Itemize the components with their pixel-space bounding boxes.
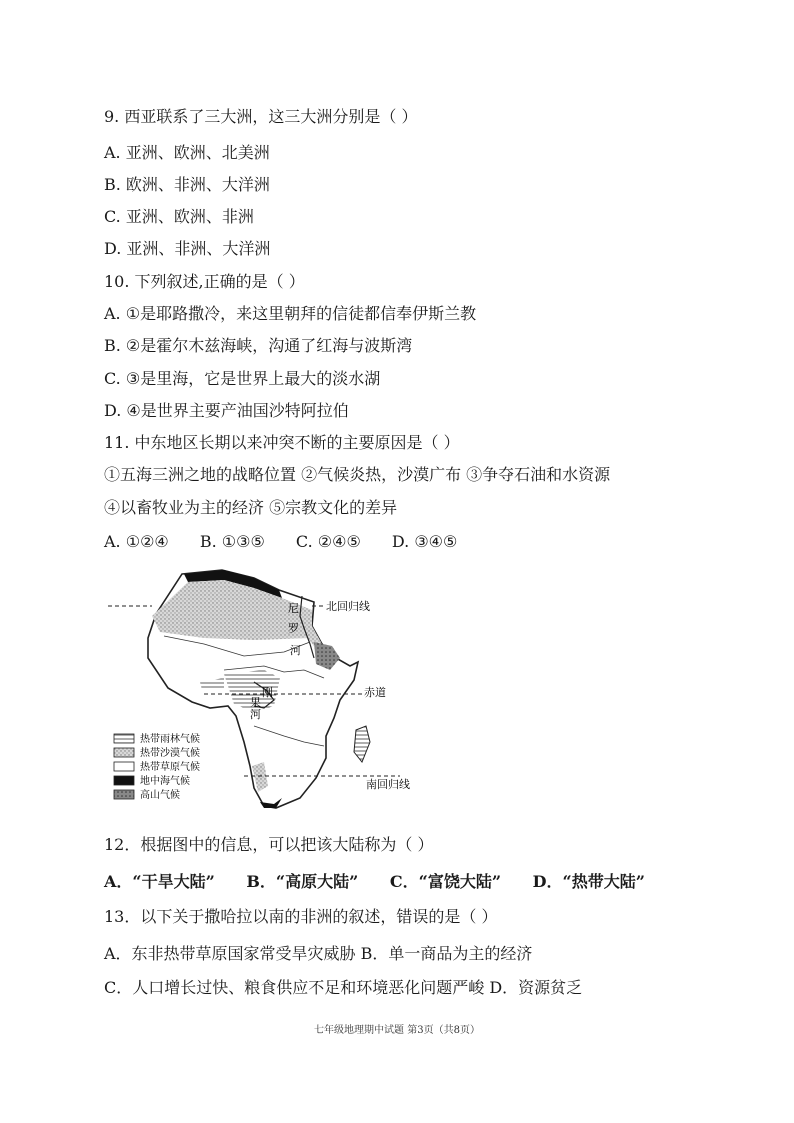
- question-11-option-a: A. ①②④: [104, 532, 169, 551]
- question-13-stem: 13．以下关于撒哈拉以南的非洲的叙述，错误的是（ ）: [104, 907, 498, 926]
- congo-char-2: 果: [250, 696, 261, 709]
- legend-swatch-desert: [114, 748, 134, 757]
- question-12-stem: 12．根据图中的信息，可以把该大陆称为（ ）: [104, 835, 434, 854]
- question-11-items-line1: ①五海三洲之地的战略位置 ②气候炎热，沙漠广布 ③争夺石油和水资源: [104, 465, 611, 484]
- nile-char-3: 河: [290, 644, 301, 657]
- question-12-option-b: B．“高原大陆”: [246, 872, 359, 891]
- congo-char-3: 河: [250, 708, 261, 721]
- question-9-option-a: A. 亚洲、欧洲、北美洲: [104, 143, 270, 162]
- question-10-option-c: C. ③是里海，它是世界上最大的淡水湖: [104, 369, 381, 388]
- question-12-option-c: C．“富饶大陆”: [389, 872, 502, 891]
- question-9-option-c: C. 亚洲、欧洲、非洲: [104, 207, 254, 226]
- legend-label-mediterranean: 地中海气候: [140, 776, 190, 787]
- question-9-stem: 9. 西亚联系了三大洲，这三大洲分别是（ ）: [104, 107, 418, 126]
- tropic-of-cancer-label: 北回归线: [326, 600, 370, 613]
- legend-swatch-highland: [114, 790, 134, 799]
- legend-swatch-mediterranean: [114, 776, 134, 785]
- question-12-options: [104, 872, 645, 892]
- question-11-option-d: D. ③④⑤: [391, 532, 458, 551]
- question-9-option-d: D. 亚洲、非洲、大洋洲: [104, 239, 271, 258]
- congo-char-1: 刚: [262, 686, 273, 699]
- legend-label-rainforest: 热带雨林气候: [140, 734, 200, 745]
- nile-char-1: 尼: [288, 602, 299, 615]
- question-11-stem: 11. 中东地区长期以来冲突不断的主要原因是（ ）: [104, 433, 460, 452]
- nile-char-2: 罗: [288, 622, 299, 635]
- equator-label: 赤道: [364, 686, 386, 699]
- question-10-option-a: A. ①是耶路撒冷，来这里朝拜的信徒都信奉伊斯兰教: [104, 304, 477, 323]
- question-11-options: [104, 532, 457, 552]
- legend-swatch-savanna: [114, 762, 134, 771]
- legend-label-savanna: 热带草原气候: [140, 762, 200, 773]
- question-11-option-c: C. ②④⑤: [295, 532, 361, 551]
- legend-swatch-rainforest: [114, 734, 134, 743]
- legend-label-highland: 高山气候: [140, 790, 180, 801]
- question-12-option-a: A．“干旱大陆”: [104, 872, 215, 891]
- africa-climate-map: [104, 566, 424, 816]
- question-12-option-d: D．“热带大陆”: [532, 872, 645, 891]
- question-13-options-line1: A．东非热带草原国家常受旱灾威胁 B．单一商品为主的经济: [104, 944, 533, 963]
- question-9-option-b: B. 欧洲、非洲、大洋洲: [104, 175, 270, 194]
- question-10-option-b: B. ②是霍尔木兹海峡，沟通了红海与波斯湾: [104, 336, 413, 355]
- question-11-items-line2: ④以畜牧业为主的经济 ⑤宗教文化的差异: [104, 498, 398, 517]
- legend-label-desert: 热带沙漠气候: [140, 748, 200, 759]
- question-13-options-line2: C．人口增长过快、粮食供应不足和环境恶化问题严峻 D．资源贫乏: [104, 978, 583, 997]
- madagascar: [354, 726, 370, 762]
- question-10-option-d: D. ④是世界主要产油国沙特阿拉伯: [104, 401, 349, 420]
- question-10-stem: 10. 下列叙述,正确的是（ ）: [104, 272, 305, 291]
- page-footer: 七年级地理期中试题 第3页（共8页）: [314, 1025, 480, 1036]
- question-11-option-b: B. ①③⑤: [199, 532, 265, 551]
- map-legend: [114, 732, 200, 801]
- tropic-of-capricorn-label: 南回归线: [366, 778, 410, 791]
